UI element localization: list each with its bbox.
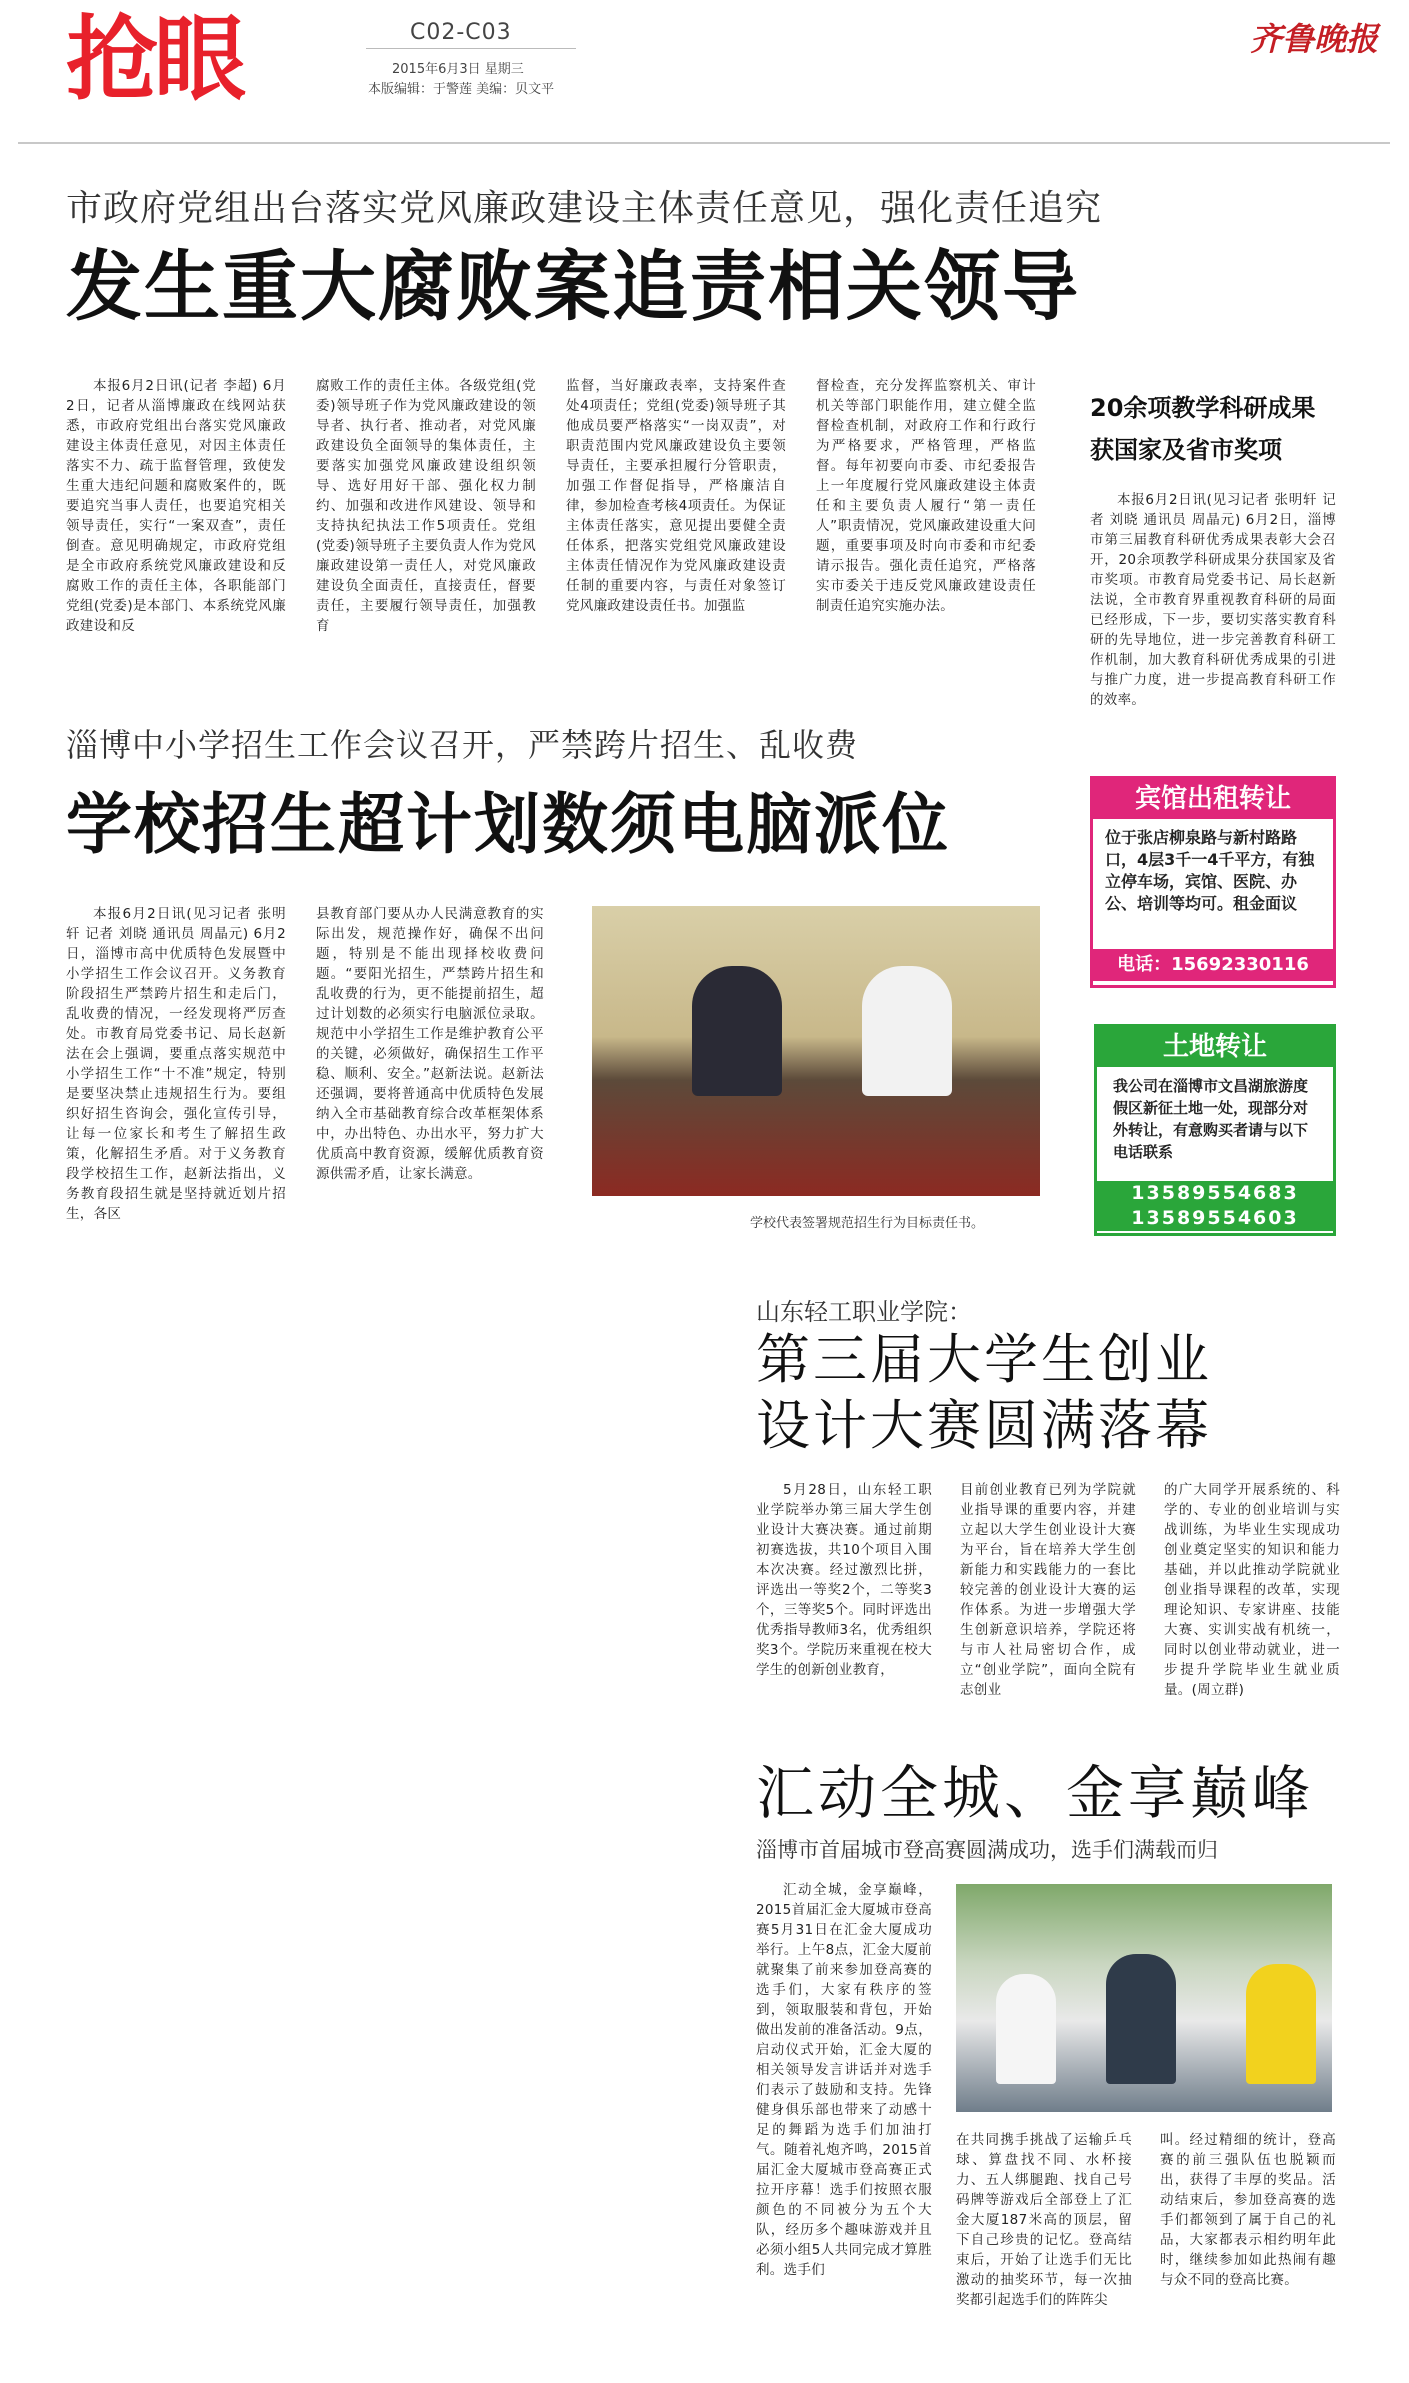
- event-photo: [956, 1884, 1332, 2112]
- article4-subhead: 淄博市首届城市登高赛圆满成功，选手们满载而归: [756, 1838, 1218, 1862]
- article2-headline: 学校招生超计划数须电脑派位: [66, 786, 950, 863]
- photo-person-right: [862, 966, 952, 1096]
- ad-hotel-body: 位于张店柳泉路与新村路路口，4层3千一4千平方，有独立停车场，宾馆、医院、办公、培训等均可。租金面议: [1105, 828, 1315, 913]
- page-code: C02-C03: [410, 20, 512, 45]
- article1-headline: 发生重大腐败案追责相关领导: [66, 242, 1080, 331]
- masthead-title: 抢眼: [66, 6, 243, 113]
- masthead-divider: [366, 48, 576, 49]
- article3-headline-2: 设计大赛圆满落幕: [756, 1394, 1212, 1457]
- sidebar-headline-2: 获国家及省市奖项: [1090, 436, 1282, 464]
- date-line: 2015年6月3日 星期三: [392, 62, 524, 77]
- article1-col3: 监督，当好廉政表率，支持案件查处4项责任；党组(党委)领导班子其他成员要严格落实“一岗双责”，对职责范围内党风廉政建设负主要领导责任，主要承担履行分管职责，加强工作督促指导，严格廉洁自律，参加检查考核4项责任。为保证主体责任落实，意见提出要健全责任体系，把落实党组党风廉政建设主体责任情况作为党风廉政建设责任制的重要内容，与责任对象签订党风廉政建设责任书。加强监: [566, 378, 786, 614]
- top-rule: [18, 142, 1390, 144]
- article2-col1: 本报6月2日讯(见习记者 张明轩 记者 刘晓 通讯员 周晶元) 6月2日，淄博市高中优质特色发展暨中小学招生工作会议召开。义务教育阶段招生严禁跨片招生和走后门，乱收费的情况，一经发现将严厉查处。市教育局党委书记、局长赵新法在会上强调，要重点落实规范中小学招生工作“十不准”规定，特别是要坚决禁止违规招生行为。要组织好招生咨询会，强化宣传引导，让每一位家长和考生了解招生政策，化解招生矛盾。对于义务教育段学校招生工作，赵新法指出，义务教育段招生就是坚持就近划片招生，各区: [66, 906, 286, 1222]
- photo-figure-3: [1246, 1964, 1316, 2084]
- article4-col1: 汇动全城，金享巅峰，2015首届汇金大厦城市登高赛5月31日在汇金大厦成功举行。上午8点，汇金大厦前就聚集了前来参加登高赛的选手们，大家有秩序的签到，领取服装和背包，开始做出发前的准备活动。9点，启动仪式开始，汇金大厦的相关领导发言讲话并对选手们表示了鼓励和支持。先锋健身俱乐部也带来了动感十足的舞蹈为选手们加油打气。随着礼炮齐鸣，2015首届汇金大厦城市登高赛正式拉开序幕！选手们按照衣服颜色的不同被分为五个大队，经历多个趣味游戏并且必须小组5人共同完成才算胜利。选手们: [756, 1882, 932, 2278]
- article4-col2: 在共同携手挑战了运输乒乓球、算盘找不同、水杯接力、五人绑腿跑、找自己号码牌等游戏后全部登上了汇金大厦187米高的顶层，留下自己珍贵的记忆。登高结束后，开始了让选手们无比激动的抽奖环节，每一次抽奖都引起选手们的阵阵尖: [956, 2132, 1132, 2308]
- photo-figure-1: [996, 1974, 1056, 2084]
- article4-headline: 汇动全城、金享巅峰: [756, 1759, 1315, 1827]
- article2-col2: 县教育部门要从办人民满意教育的实际出发，规范操作好，确保不出问题，特别是不能出现择校收费问题。“要阳光招生，严禁跨片招生和乱收费的行为，更不能提前招生，超过计划数的必须实行电脑派位录取。规范中小学招生工作是维护教育公平的关键，必须做好，确保招生工作平稳、顺利、安全。”赵新法说。赵新法还强调，要将普通高中优质特色发展纳入全市基础教育综合改革框架体系中，办出特色、办出水平，努力扩大优质高中教育资源，缓解优质教育资源供需矛盾，让家长满意。: [316, 906, 544, 1182]
- article1-col4: 督检查，充分发挥监察机关、审计机关等部门职能作用，建立健全监督检查机制，对政府工作和行政行为严格要求，严格管理，严格监督。每年初要向市委、市纪委报告上一年度履行党风廉政建设主体责任和主要负责人履行“第一责任人”职责情况，党风廉政建设重大问题，重要事项及时向市委和市纪委请示报告。强化责任追究，严格落实市委关于违反党风廉政建设责任制责任追究实施办法。: [816, 378, 1036, 614]
- article3-col3: 的广大同学开展系统的、科学的、专业的创业培训与实战训练，为毕业生实现成功创业奠定坚实的知识和能力基础，并以此推动学院就业创业指导课程的改革，实现理论知识、专家讲座、技能大赛、实训实战有机统一，同时以创业带动就业，进一步提升学院毕业生就业质量。(周立群): [1164, 1482, 1340, 1698]
- photo-person-left: [692, 966, 782, 1096]
- article4-col3: 叫。经过精细的统计，登高赛的前三强队伍也脱颖而出，获得了丰厚的奖品。活动结束后，参加登高赛的选手们都领到了属于自己的礼品，大家都表示相约明年此时，继续参加如此热闹有趣与众不同的登高比赛。: [1160, 2132, 1336, 2288]
- editor-line: 本版编辑：于警莲 美编：贝文平: [368, 82, 555, 97]
- ad-land-body: 我公司在淄博市文昌湖旅游度假区新征土地一处，现部分对外转让，有意购买者请与以下电话联系: [1113, 1077, 1309, 1161]
- article3-col2: 目前创业教育已列为学院就业指导课的重要内容，并建立起以大学生创业设计大赛为平台，旨在培养大学生创新能力和实践能力的一套比较完善的创业设计大赛的运作体系。为进一步增强大学生创新意识培养，学院还将与市人社局密切合作，成立“创业学院”，面向全院有志创业: [960, 1482, 1136, 1698]
- sidebar-body: 本报6月2日讯(见习记者 张明轩 记者 刘晓 通讯员 周晶元) 6月2日，淄博市第三届教育科研优秀成果表彰大会召开，20余项教学科研成果分获国家及省市奖项。市教育局党委书记、局长赵新法说，全市教育界重视教育科研的局面已经形成，下一步，要切实落实教育科研的先导地位，进一步完善教育科研工作机制，加大教育科研优秀成果的引进与推广力度，进一步提高教育科研工作的效率。: [1090, 492, 1336, 708]
- paper-name-logo: 齐鲁晚报: [1250, 20, 1379, 58]
- photo-caption: 学校代表签署规范招生行为目标责任书。: [750, 1216, 985, 1231]
- ad-hotel: [1090, 776, 1336, 988]
- article1-col2: 腐败工作的责任主体。各级党组(党委)领导班子作为党风廉政建设的领导者、执行者、推动者，对党风廉政建设负全面领导的集体责任，主要落实加强党风廉政建设组织领导、选好用好干部、强化权力制约、加强和改进作风建设、领导和支持执纪执法工作5项责任。党组(党委)领导班子主要负责人作为党风廉政建设第一责任人，对党风廉政建设负全面责任，直接责任，督要责任，主要履行领导责任，加强教育: [316, 378, 536, 634]
- ad-land-title: 土地转让: [1097, 1027, 1333, 1067]
- ad-land-phone-1: 13589554683: [1097, 1181, 1333, 1206]
- article1-kicker: 市政府党组出台落实党风廉政建设主体责任意见，强化责任追究: [66, 188, 1103, 229]
- article1-col1: 本报6月2日讯(记者 李超) 6月2日，记者从淄博廉政在线网站获悉，市政府党组出台落实党风廉政建设主体责任意见，对因主体责任落实不力、疏于监督管理，致使发生重大违纪问题和腐败案件的，既要追究当事人责任，也要追究相关领导责任，实行“一案双查”，责任倒查。意见明确规定，市政府党组是全市政府系统党风廉政建设和反腐败工作的责任主体，各职能部门党组(党委)是本部门、本系统党风廉政建设和反: [66, 378, 286, 634]
- ad-land: [1094, 1024, 1336, 1236]
- ad-hotel-phone: 电话：15692330116: [1093, 949, 1333, 981]
- article3-col1: 5月28日，山东轻工职业学院举办第三届大学生创业设计大赛决赛。通过前期初赛选拔，共10个项目入围本次决赛。经过激烈比拼，评选出一等奖2个，二等奖3个，三等奖5个。同时评选出优秀指导教师3名，优秀组织奖3个。学院历来重视在校大学生的创新创业教育，: [756, 1482, 932, 1678]
- sidebar-headline-1: 20余项教学科研成果: [1090, 394, 1316, 422]
- article2-kicker: 淄博中小学招生工作会议召开，严禁跨片招生、乱收费: [66, 726, 859, 764]
- photo-figure-2: [1106, 1954, 1176, 2084]
- article3-headline-1: 第三届大学生创业: [756, 1328, 1212, 1391]
- article3-kicker: 山东轻工职业学院：: [756, 1298, 972, 1326]
- ad-land-phone-2: 13589554603: [1097, 1206, 1333, 1231]
- ad-hotel-title: 宾馆出租转让: [1093, 779, 1333, 819]
- signing-photo: [592, 906, 1040, 1196]
